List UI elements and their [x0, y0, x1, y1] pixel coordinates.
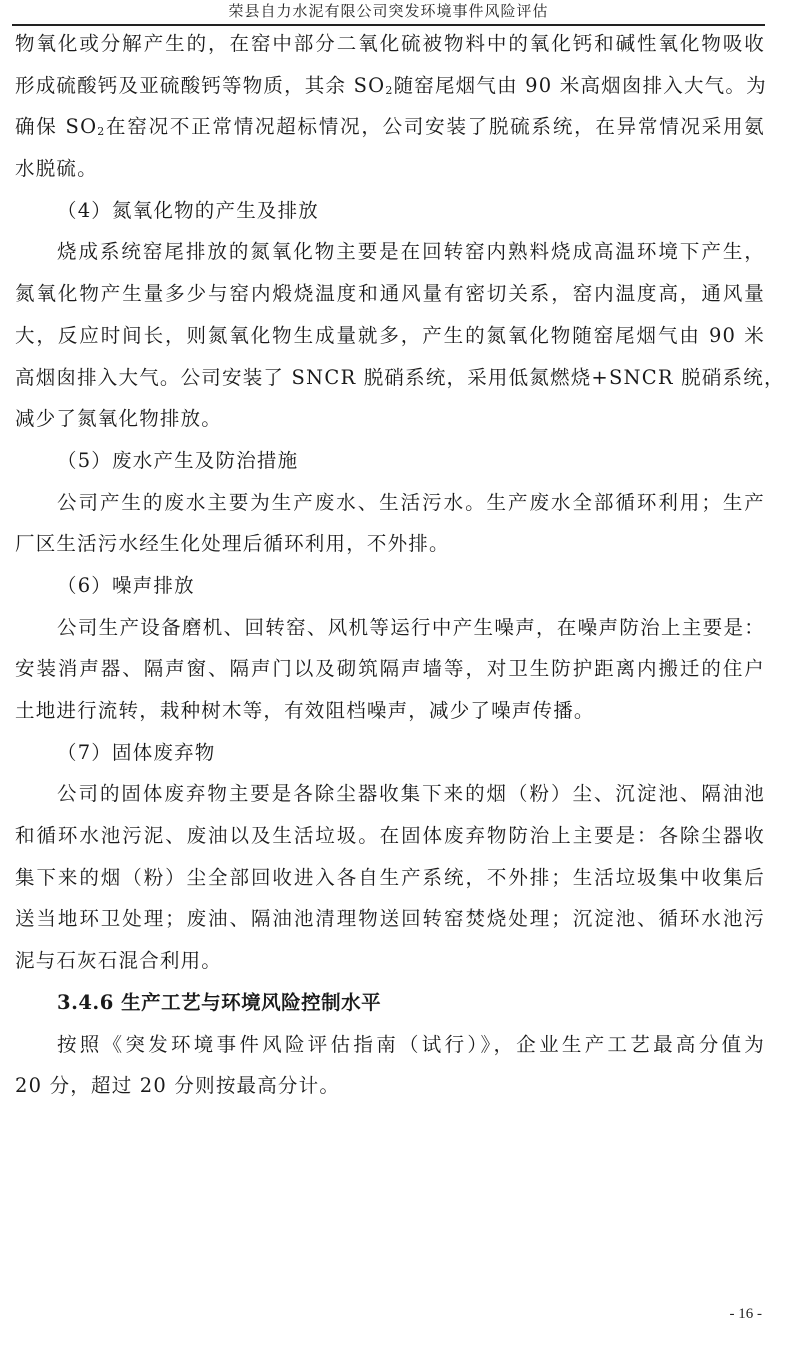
paragraph-line: 高烟囱排入大气。公司安装了 SNCR 脱硝系统，采用低氮燃烧+SNCR 脱硝系统，: [15, 365, 785, 389]
text-fragment: 确保 SO: [15, 115, 98, 139]
paragraph-line: 烧成系统窑尾排放的氮氧化物主要是在回转窑内熟料烧成高温环境下产生，: [57, 240, 765, 264]
text-fragment: 在窑况不正常情况超标情况，公司安装了脱硫系统，在异常情况采用氨: [105, 115, 766, 139]
paragraph-line: 水脱硫。: [15, 157, 98, 181]
section-heading-4: （4）氮氧化物的产生及排放: [57, 198, 320, 222]
paragraph-line: 公司的固体废弃物主要是各除尘器收集下来的烟（粉）尘、沉淀池、隔油池: [57, 782, 765, 806]
text-fragment: 形成硫酸钙及亚硫酸钙等物质，其余 SO: [15, 73, 386, 97]
section-heading-7: （7）固体废弃物: [57, 740, 216, 764]
paragraph-line: 安装消声器、隔声窗、隔声门以及砌筑隔声墙等，对卫生防护距离内搬迁的住户: [15, 657, 765, 681]
section-heading-5: （5）废水产生及防治措施: [57, 448, 299, 472]
subscript: 2: [97, 125, 106, 139]
paragraph-line: 物氧化或分解产生的，在窑中部分二氧化硫被物料中的氧化钙和碱性氧化物吸收: [15, 32, 765, 55]
paragraph-line: [15, 65, 765, 107]
paragraph-line: 泥与石灰石混合利用。: [15, 949, 223, 973]
paragraph-line: 集下来的烟（粉）尘全部回收进入各自生产系统，不外排；生活垃圾集中收集后: [15, 865, 765, 889]
paragraph-line: 氮氧化物产生量多少与窑内煅烧温度和通风量有密切关系，窑内温度高，通风量: [15, 282, 765, 306]
document-title: 荣县自力水泥有限公司突发环境事件风险评估: [228, 2, 549, 20]
paragraph-line: 减少了氮氧化物排放。: [15, 407, 223, 431]
subscript: 2: [385, 83, 394, 97]
section-heading-6: （6）噪声排放: [57, 573, 195, 597]
paragraph-line: 大，反应时间长，则氮氧化物生成量就多，产生的氮氧化物随窑尾烟气由 90 米: [15, 323, 765, 347]
paragraph-line: [15, 106, 765, 148]
paragraph-line: 送当地环卫处理；废油、隔油池清理物送回转窑焚烧处理；沉淀池、循环水池污: [15, 907, 765, 931]
paragraph-line: 按照《突发环境事件风险评估指南（试行）》，企业生产工艺最高分值为: [57, 1032, 765, 1056]
paragraph-line: 公司产生的废水主要为生产废水、生活污水。生产废水全部循环利用；生产: [57, 490, 765, 514]
document-body: [15, 23, 785, 1107]
text-fragment: 随窑尾烟气由 90 米高烟囱排入大气。为: [393, 73, 767, 97]
paragraph-line: 土地进行流转，栽种树木等，有效阻档噪声，减少了噪声传播。: [15, 699, 595, 722]
paragraph-line: 公司生产设备磨机、回转窑、风机等运行中产生噪声，在噪声防治上主要是：: [57, 615, 765, 639]
section-heading-3-4-6: 3.4.6 生产工艺与环境风险控制水平: [57, 990, 382, 1014]
paragraph-line: 和循环水池污泥、废油以及生活垃圾。在固体废弃物防治上主要是：各除尘器收: [15, 824, 765, 848]
paragraph-line: 厂区生活污水经生化处理后循环利用，不外排。: [15, 532, 450, 556]
page-number: - 16 -: [729, 1306, 762, 1322]
paragraph-line: 20 分，超过 20 分则按最高分计。: [15, 1074, 341, 1098]
